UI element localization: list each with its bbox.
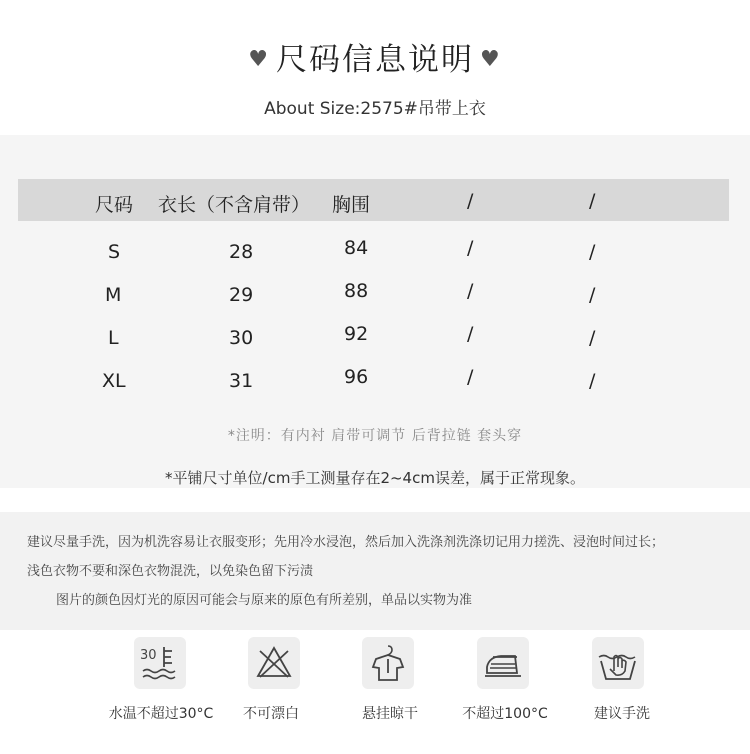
cell-blank-2: / bbox=[589, 241, 596, 263]
hand-wash-label: 建议手洗 bbox=[594, 706, 650, 722]
wash-30-icon bbox=[134, 637, 186, 689]
table-row bbox=[18, 325, 729, 365]
no-bleach-label: 不可漂白 bbox=[243, 706, 299, 722]
page-title bbox=[0, 34, 750, 79]
cell-blank-1: / bbox=[467, 280, 474, 302]
cell-bust: 88 bbox=[344, 280, 369, 302]
iron-label: 不超过100°C bbox=[462, 706, 548, 722]
table-row bbox=[18, 239, 729, 279]
cell-length: 30 bbox=[229, 327, 254, 349]
title-text: 尺码信息说明 bbox=[276, 42, 474, 78]
cell-size: L bbox=[108, 327, 119, 349]
header-blank-1: / bbox=[467, 190, 474, 212]
header-blank-2: / bbox=[589, 190, 596, 212]
cell-size: M bbox=[105, 284, 122, 306]
no-bleach-icon bbox=[248, 637, 300, 689]
cell-size: S bbox=[108, 241, 121, 263]
cell-length: 29 bbox=[229, 284, 254, 306]
hang-dry-label: 悬挂晾干 bbox=[362, 706, 418, 722]
cell-blank-2: / bbox=[589, 327, 596, 349]
cell-blank-1: / bbox=[467, 323, 474, 345]
cell-bust: 84 bbox=[344, 237, 369, 259]
cell-blank-1: / bbox=[467, 366, 474, 388]
wash-30-label: 水温不超过30°C bbox=[108, 706, 214, 722]
table-row bbox=[18, 368, 729, 408]
header-bust: 胸围 bbox=[332, 194, 371, 216]
hand-wash-icon bbox=[592, 637, 644, 689]
care-line-2: 浅色衣物不要和深色衣物混洗，以免染色留下污渍 bbox=[27, 564, 314, 579]
garment-note: *注明：有内衬 肩带可调节 后背拉链 套头穿 bbox=[227, 428, 523, 444]
care-icons-row bbox=[0, 630, 750, 754]
cell-bust: 96 bbox=[344, 366, 369, 388]
wash-temp-badge: 30 bbox=[140, 648, 157, 663]
care-line-1: 建议尽量手洗，因为机洗容易让衣服变形；先用冷水浸泡，然后加入洗涤剂洗涤切记用力搓洗、浸泡时间过长； bbox=[27, 535, 665, 550]
table-header bbox=[18, 179, 729, 221]
care-instructions-panel bbox=[0, 512, 750, 630]
cell-bust: 92 bbox=[344, 323, 369, 345]
subtitle: About Size:2575#吊带上衣 bbox=[264, 99, 486, 119]
cell-length: 31 bbox=[229, 370, 254, 392]
header bbox=[0, 0, 750, 135]
cell-size: XL bbox=[102, 370, 126, 392]
cell-blank-1: / bbox=[467, 237, 474, 259]
cell-length: 28 bbox=[229, 241, 254, 263]
table-row bbox=[18, 282, 729, 322]
cell-blank-2: / bbox=[589, 370, 596, 392]
care-line-3: 图片的颜色因灯光的原因可能会与原来的原色有所差别，单品以实物为准 bbox=[56, 593, 473, 608]
size-table-panel bbox=[0, 135, 750, 488]
header-length: 衣长（不含肩带） bbox=[158, 194, 311, 216]
hang-dry-icon bbox=[362, 637, 414, 689]
heart-icon: ♥ bbox=[480, 47, 502, 72]
header-size: 尺码 bbox=[95, 194, 134, 216]
measurement-note: *平铺尺寸单位/cm手工测量存在2~4cm误差，属于正常现象。 bbox=[165, 469, 585, 487]
cell-blank-2: / bbox=[589, 284, 596, 306]
iron-icon bbox=[477, 637, 529, 689]
heart-icon: ♥ bbox=[248, 47, 270, 72]
